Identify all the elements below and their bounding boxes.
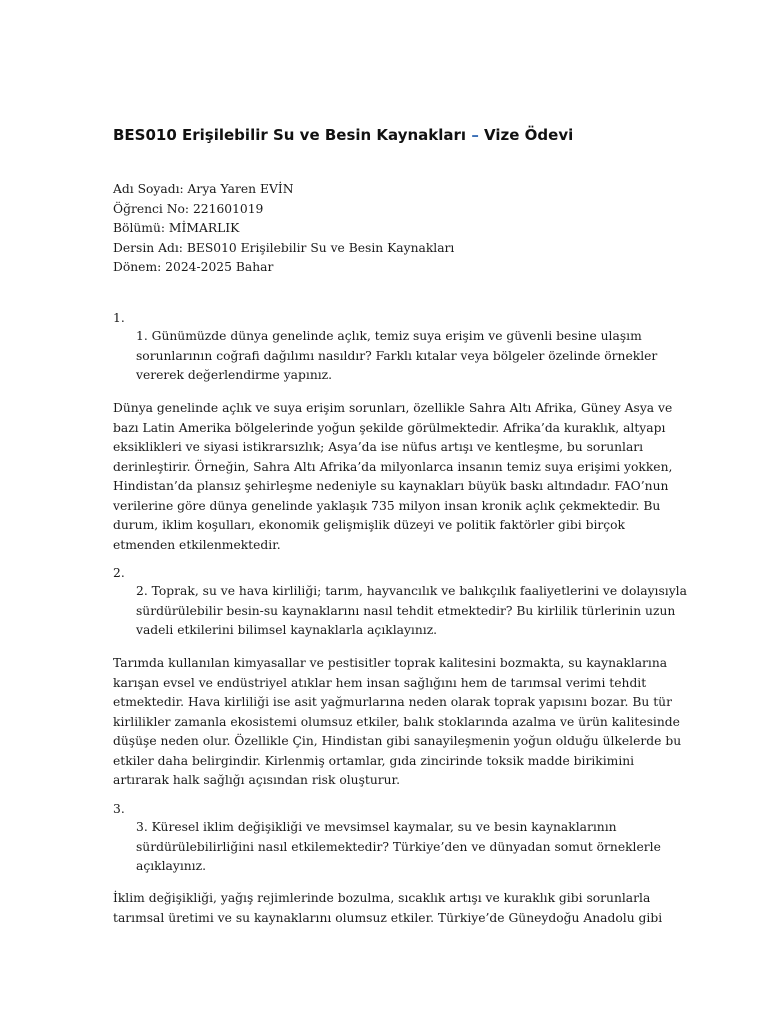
question-line: vererek değerlendirme yapınız. [136, 368, 333, 382]
answer-line: karışan evsel ve endüstriyel atıklar hem insan sağlığını hem de tarımsal verimi tehdit [113, 675, 647, 690]
document-title [113, 124, 713, 146]
question-line: vadeli etkilerini bilimsel kaynaklarla açıklayınız. [136, 623, 438, 637]
answer-line: kirlilikler zamanla ekosistemi olumsuz etkiler, balık stoklarında azalma ve ürün kalitesinde [113, 714, 680, 729]
section-1-question [136, 327, 676, 386]
section-3-answer [113, 889, 663, 928]
answer-line: etkiler daha belirgindir. Kirlenmiş ortamlar, gıda zincirinde toksik madde birikimini [113, 753, 635, 768]
question-line: sürdürülebilirliğini nasıl etkilemektedir? Türkiye’den ve dünyadan somut örneklerle [136, 839, 661, 854]
answer-line: artırarak halk sağlığı açısından risk oluşturur. [113, 773, 400, 787]
question-line: sorunlarının coğrafi dağılımı nasıldır? Farklı kıtalar veya bölgeler özelinde örnekler [136, 348, 658, 363]
answer-line: eksiklikleri ve siyasi istikrarsızlık; Asya’da ise nüfus artışı ve kentleşme, bu sorunları [113, 440, 644, 454]
section-2-answer [113, 654, 682, 791]
student-course-name: Dersin Adı: BES010 Erişilebilir Su ve Besin Kaynakları [113, 240, 455, 255]
section-1-answer [113, 399, 673, 555]
section-3-number: 3. [113, 802, 125, 816]
question-line: açıklayınız. [136, 859, 206, 873]
answer-line: etmenden etkilenmektedir. [113, 537, 281, 552]
question-line: sürdürülebilir besin-su kaynaklarını nasıl tehdit etmektedir? Bu kirlilik türlerinin uzun [136, 603, 676, 618]
title-kind: Vize Ödevi [484, 126, 574, 144]
answer-line: verilerine göre dünya genelinde yaklaşık 735 milyon insan kronik açlık çekmektedir. Bu [113, 498, 661, 513]
answer-line: Dünya genelinde açlık ve suya erişim sorunları, özellikle Sahra Altı Afrika, Güney Asya ve [113, 401, 673, 415]
title-course: BES010 Erişilebilir Su ve Besin Kaynakları [113, 126, 467, 144]
question-line: 3. Küresel iklim değişikliği ve mevsimsel kaymalar, su ve besin kaynaklarının [136, 820, 617, 834]
answer-line: Hindistan’da plansız şehirleşme nedeniyle su kaynakları büyük baskı altındadır. FAO’nun [113, 479, 669, 493]
title-separator: – [471, 126, 479, 144]
answer-line: derinleştirir. Örneğin, Sahra Altı Afrika’da milyonlarca insanın temiz suya erişimi yokken, [113, 459, 673, 474]
answer-line: İklim değişikliği, yağış rejimlerinde bozulma, sıcaklık artışı ve kuraklık gibi sorunlarla [113, 891, 651, 905]
section-1-number: 1. [113, 311, 125, 325]
answer-line: tarımsal üretimi ve su kaynaklarını olumsuz etkiler. Türkiye’de Güneydoğu Anadolu gibi [113, 910, 663, 925]
answer-line: etmektedir. Hava kirliliği ise asit yağmurlarına neden olarak toprak yapısını bozar. Bu tür [113, 695, 672, 709]
student-department: Bölümü: MİMARLIK [113, 221, 240, 235]
section-2-number: 2. [113, 566, 125, 580]
student-term: Dönem: 2024-2025 Bahar [113, 260, 274, 274]
question-line: 2. Toprak, su ve hava kirliliği; tarım, hayvancılık ve balıkçılık faaliyetlerini ve dolayısıyla [136, 584, 687, 598]
answer-line: durum, iklim koşulları, ekonomik gelişmişlik düzeyi ve politik faktörler gibi birçok [113, 518, 626, 532]
student-info [113, 180, 454, 278]
answer-line: bazı Latin Amerika bölgelerinde yoğun şekilde görülmektedir. Afrika’da kuraklık, altyapı [113, 420, 666, 435]
student-number: Öğrenci No: 221601019 [113, 201, 264, 216]
section-2-question [136, 582, 687, 641]
section-3-question [136, 818, 676, 877]
question-line: 1. Günümüzde dünya genelinde açlık, temiz suya erişim ve güvenli besine ulaşım [136, 329, 642, 343]
student-name: Adı Soyadı: Arya Yaren EVİN [113, 182, 294, 196]
answer-line: Tarımda kullanılan kimyasallar ve pestisitler toprak kalitesini bozmakta, su kaynaklarına [113, 656, 668, 670]
answer-line: düşüşe neden olur. Özellikle Çin, Hindistan gibi sanayileşmenin yoğun olduğu ülkelerde bu [113, 734, 682, 748]
